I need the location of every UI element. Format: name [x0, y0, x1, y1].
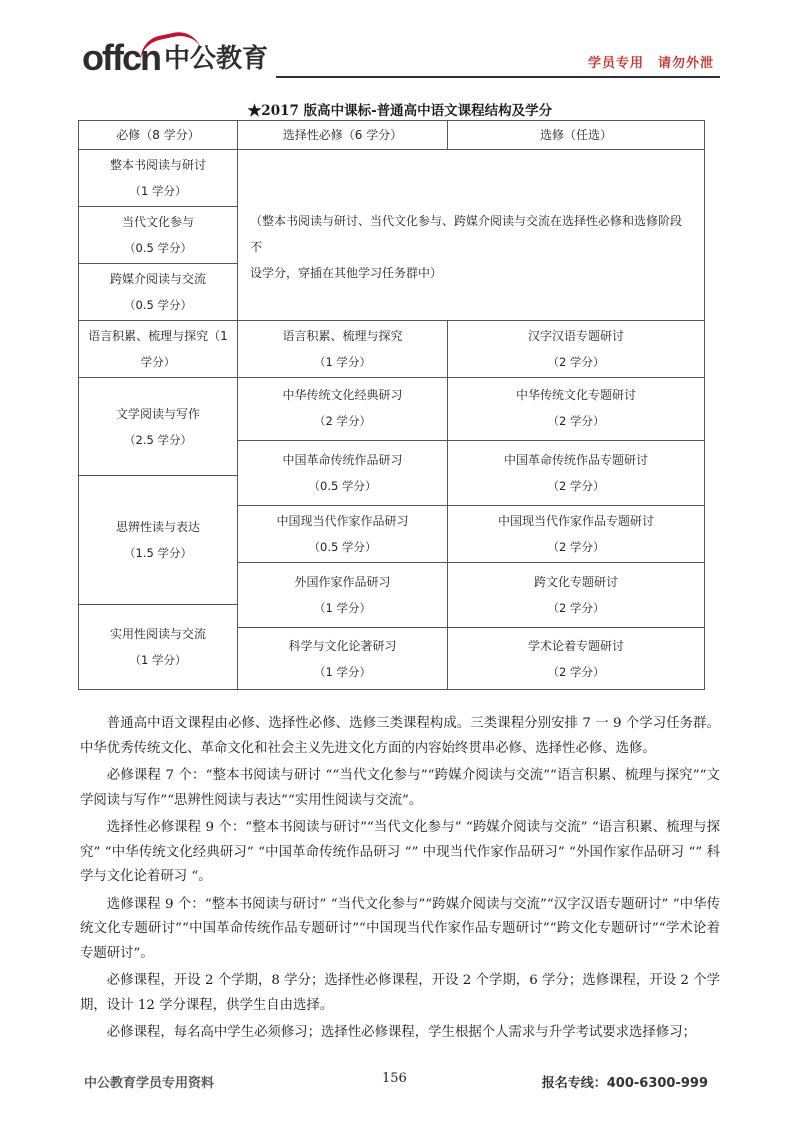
logo-chinese-name: 中公教育: [163, 44, 268, 74]
compulsory-cell: 实用性阅读与交流 （1 学分）: [78, 604, 238, 690]
paragraph: 普通高中语文课程由必修、选择性必修、选修三类课程构成。三类课程分别安排 7 一 9 个学习任务群。中华优秀传统文化、革命文化和社会主义先进文化方面的内容始终贯串必修、选择性必修、选修。: [80, 716, 720, 756]
footer-source: 中公教育学员专用资料: [84, 1076, 215, 1091]
selective-cell: 外国作家作品研习 （1 学分）: [237, 562, 448, 628]
selective-cell: 中国现当代作家作品研习 （0.5 学分）: [237, 505, 448, 563]
elective-cell: 中华传统文化专题研讨 （2 学分）: [447, 377, 705, 441]
paragraph: 选修课程 9 个：“整本书阅读与研讨” “当代文化参与”“跨媒介阅读与交流”“汉字汉语专题研讨” “中华传统文化专题研讨”“中国革命传统作品专题研讨”“中国现当代作家作品专题研讨”“跨文化专题研讨”“学术论着专题研讨”。: [80, 896, 720, 961]
compulsory-cell: 语言积累、梳理与探究（1 学分）: [78, 320, 238, 378]
page-number: 156: [382, 1071, 407, 1086]
column-header-compulsory: 必修（8 学分）: [78, 120, 238, 150]
selective-cell: 中国革命传统作品研习 （0.5 学分）: [237, 440, 448, 506]
paragraph: 必修课程，开设 2 个学期，8 学分；选择性必修课程，开设 2 个学期，6 学分；选修课程，开设 2 个学期，设计 12 学分课程，供学生自由选择。: [80, 973, 720, 1013]
elective-cell: 跨文化专题研讨 （2 学分）: [447, 562, 705, 628]
column-header-selective: 选择性必修（6 学分）: [237, 120, 448, 150]
offcn-logo: [82, 37, 268, 78]
compulsory-cell: 当代文化参与 （0.5 学分）: [78, 206, 238, 264]
selective-cell: 科学与文化论著研习 （1 学分）: [237, 627, 448, 690]
page-footer: [80, 1072, 720, 1092]
header-rule: [276, 76, 720, 78]
paragraph: 选择性必修课程 9 个：“整本书阅读与研讨”“当代文化参与” “跨媒介阅读与交流” “语言积累、梳理与探究” “中华传统文化经典研习” “中国革命传统作品研习 “” 中现当代作家作品研习” “外国作家作品研习 “” 科学与文化论着研习 “。: [80, 820, 720, 884]
elective-cell: 中国革命传统作品专题研讨 （2 学分）: [447, 440, 705, 506]
footer-hotline: 报名专线：400-6300-999: [541, 1076, 708, 1091]
compulsory-cell: 整本书阅读与研讨 （1 学分）: [78, 149, 238, 207]
body-text: [80, 712, 720, 1049]
elective-cell: 中国现当代作家作品专题研讨 （2 学分）: [447, 505, 705, 563]
elective-cell: 学术论着专题研讨 （2 学分）: [447, 627, 705, 690]
compulsory-cell: 跨媒介阅读与交流 （0.5 学分）: [78, 263, 238, 321]
paragraph: 必修课程，每名高中学生必须修习；选择性必修课程，学生根据个人需求与升学考试要求选择修习；: [106, 1025, 696, 1040]
compulsory-cell: 思辨性读与表达 （1.5 学分）: [78, 475, 238, 605]
compulsory-cell: 文学阅读与写作 （2.5 学分）: [78, 377, 238, 476]
paragraph: 必修课程 7 个：“整本书阅读与研讨 ““当代文化参与”“跨媒介阅读与交流”“语言积累、梳理与探究”“文学阅读与写作”“思辨性阅读与表达”“实用性阅读与交流”。: [80, 768, 720, 808]
selective-cell: 中华传统文化经典研习 （2 学分）: [237, 377, 448, 441]
elective-cell: 汉字汉语专题研讨 （2 学分）: [447, 320, 705, 378]
column-header-elective: 选修（任选）: [447, 120, 705, 150]
page-header: [80, 36, 720, 82]
course-structure-table: [78, 120, 705, 690]
selective-cell: 语言积累、梳理与探究 （1 学分）: [237, 320, 448, 378]
confidential-tag: 学员专用 请勿外泄: [587, 56, 714, 71]
note-cell: （整本书阅读与研讨、当代文化参与、跨媒介阅读与交流在选择性必修和选修阶段不 设学分，穿插在其他学习任务群中）: [237, 149, 705, 321]
table-title: ★2017 版高中课标-普通高中语文课程结构及学分: [247, 103, 553, 119]
logo-wordmark: offcn: [82, 37, 160, 78]
